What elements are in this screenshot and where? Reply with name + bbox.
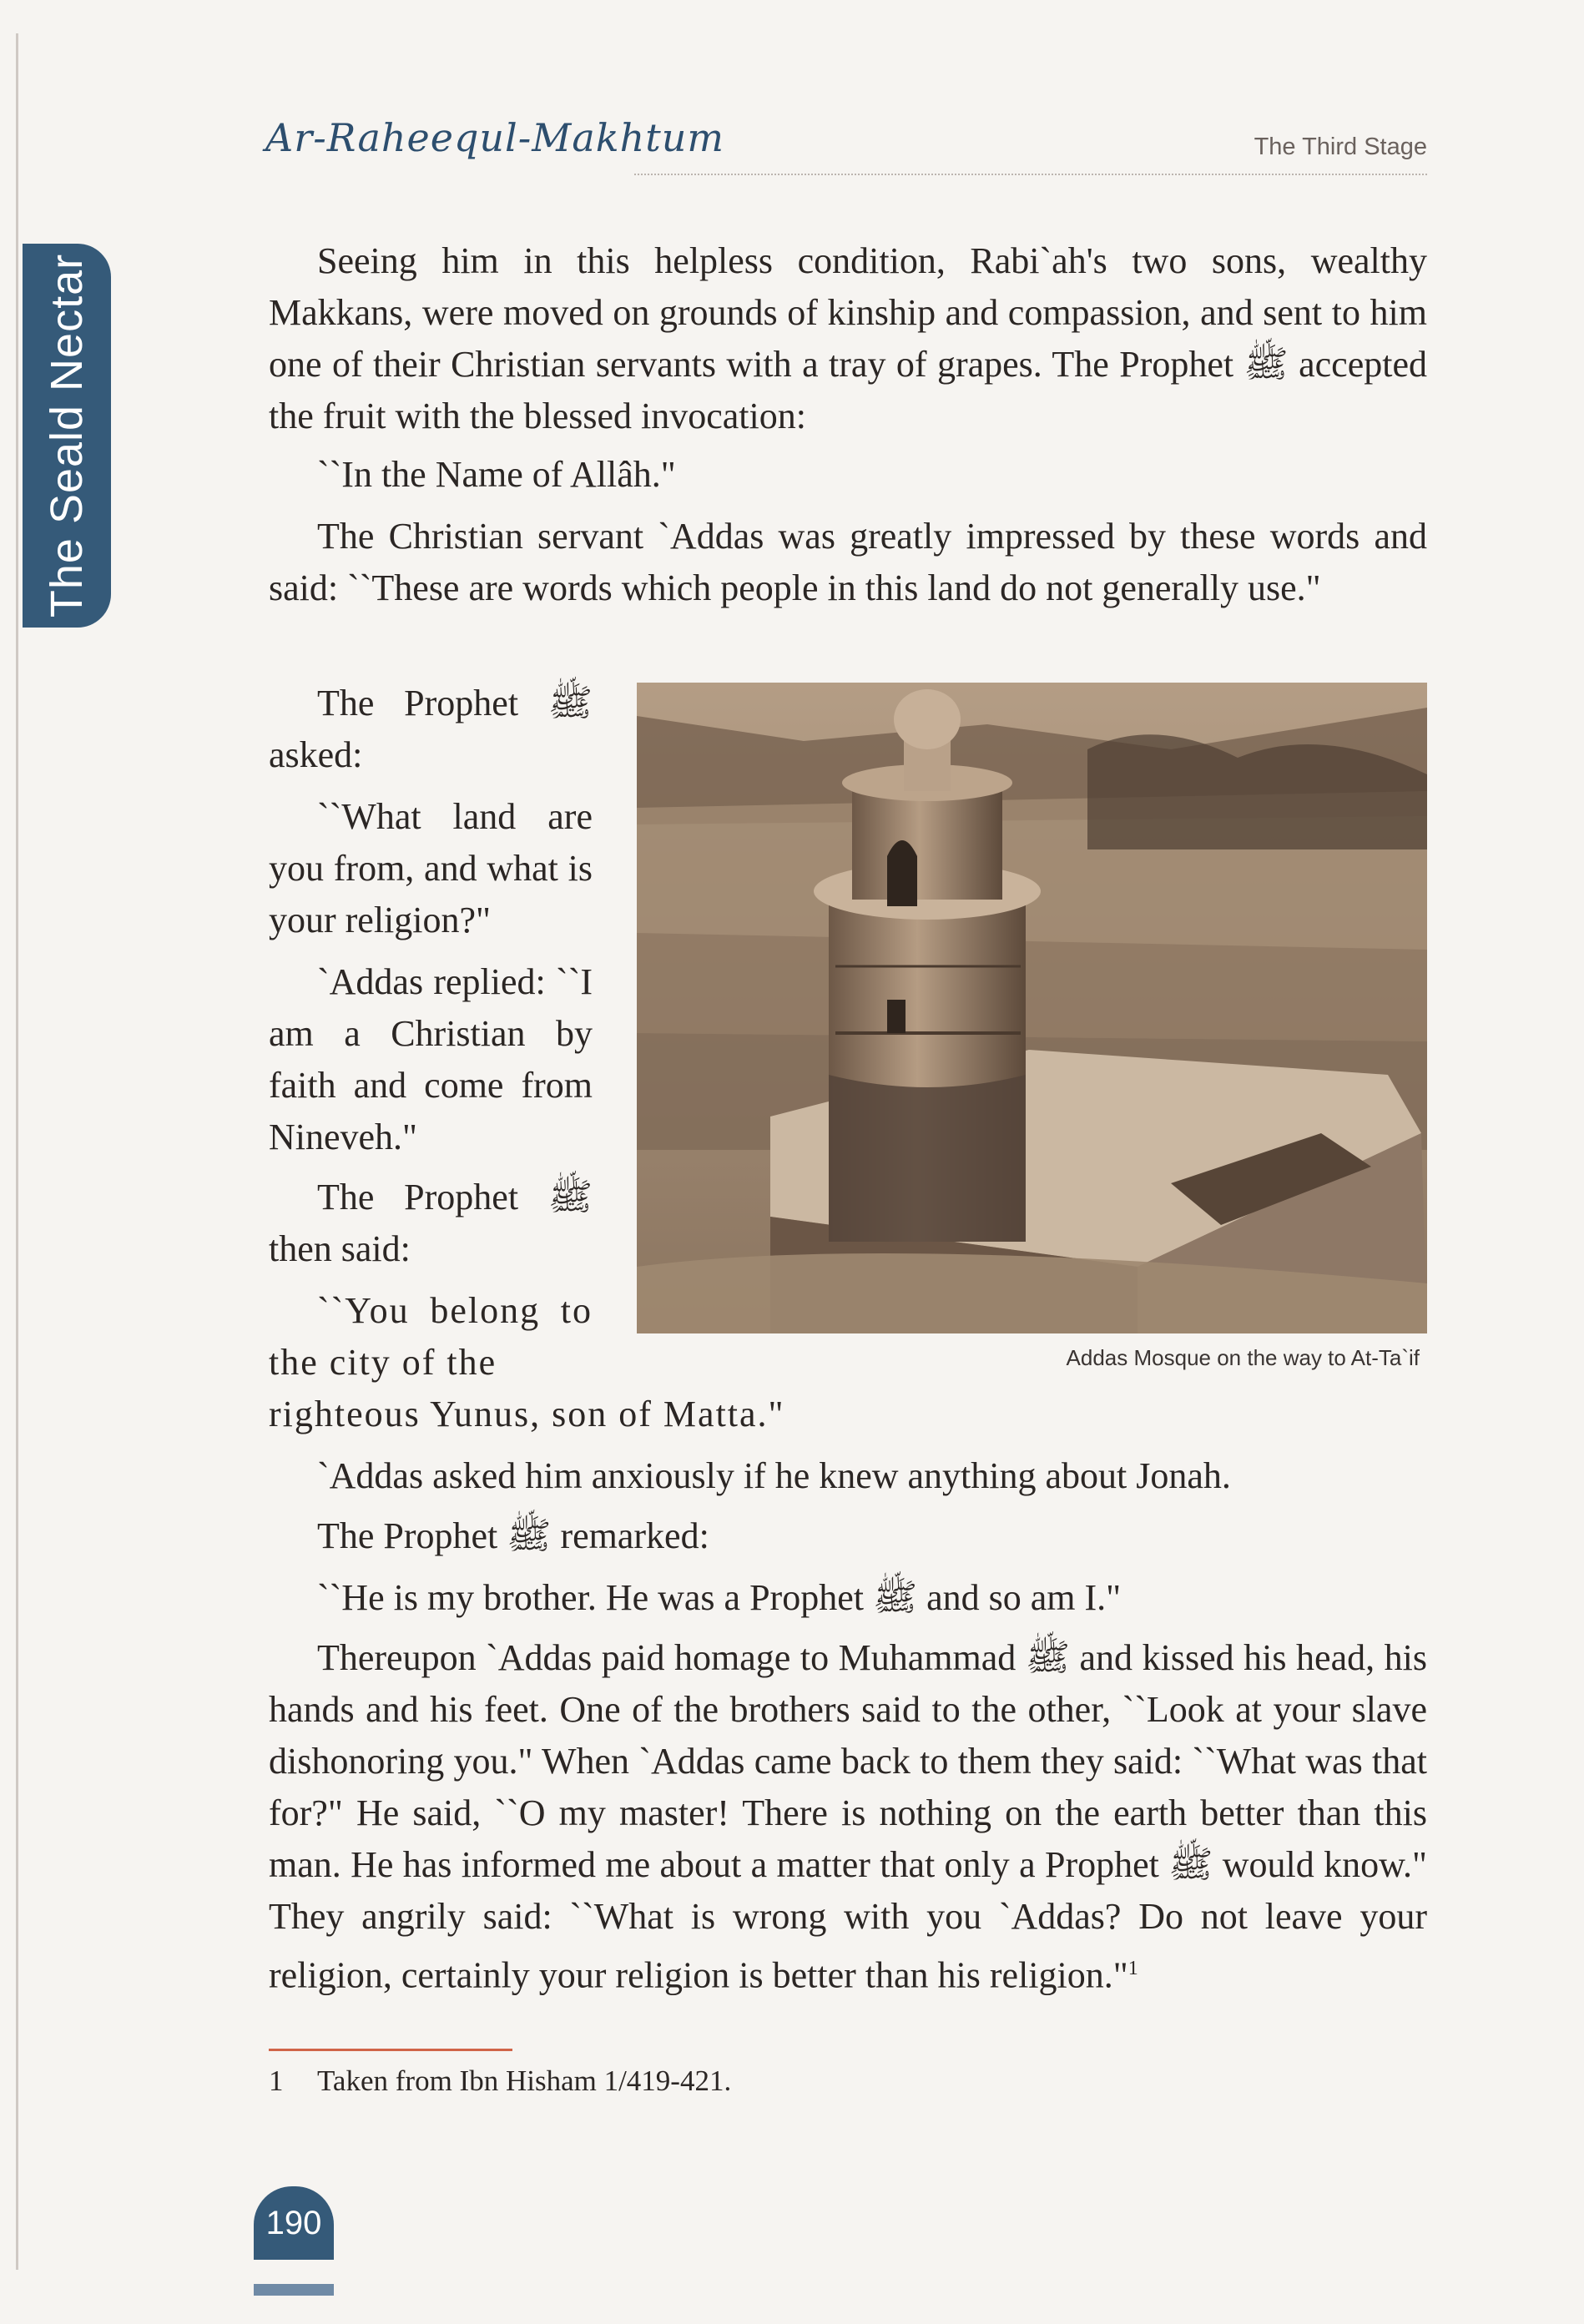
footnote-rule xyxy=(269,2049,512,2051)
paragraph-5: ``What land are you from, and what is your religion?" xyxy=(269,796,593,940)
side-tab xyxy=(23,244,111,628)
paragraph-12-text: Thereupon `Addas paid homage to Muhammad ﷺ and kissed his head, his hands and his feet. One of the brothers said to the other, ``Look at your slave dishonoring you." When `Addas came back to them they said: ``What was that for?" He said, ``O my master! There is nothing on the earth better than this man. He has informed me about a matter that only a Prophet ﷺ would know." They angrily said: ``What is wrong with you `Addas? Do not leave your religion, certainly your religion is better than his religion." xyxy=(269,1637,1427,1996)
page-edge-line xyxy=(16,33,18,2270)
paragraph-8a: ``You belong to the city of the xyxy=(269,1290,593,1383)
paragraph-4: The Prophet ﷺ asked: xyxy=(269,683,593,775)
paragraph-2: ``In the Name of Allâh." xyxy=(317,454,676,495)
footnote-text: Taken from Ibn Hisham 1/419-421. xyxy=(317,2064,732,2097)
footnote xyxy=(269,2064,731,2098)
paragraph-11: ``He is my brother. He was a Prophet ﷺ and so am I." xyxy=(317,1577,1122,1618)
page-number: 190 xyxy=(254,2186,334,2260)
paragraph-1: Seeing him in this helpless condition, Rabi`ah's two sons, wealthy Makkans, were moved on grounds of kinship and compassion, and sent to him one of their Christian servants with a tray of grapes. The Prophet ﷺ accepted the fruit with the blessed invocation: xyxy=(269,240,1427,436)
photo-caption: Addas Mosque on the way to At-Ta`if xyxy=(1066,1345,1420,1370)
side-tab-title: The Seald Nectar xyxy=(42,253,92,618)
header-rule xyxy=(634,174,1427,175)
mosque-photo xyxy=(637,683,1427,1333)
header-section: The Third Stage xyxy=(1254,134,1427,160)
footnote-number: 1 xyxy=(269,2064,284,2097)
header-brand: Ar-Raheequl-Makhtum xyxy=(265,115,725,160)
paragraph-3: The Christian servant `Addas was greatly impressed by these words and said: ``These are words which people in this land do not generally use." xyxy=(269,516,1427,608)
paragraph-12 xyxy=(269,1632,1427,2002)
footnote-ref[interactable]: 1 xyxy=(1127,1958,1138,1979)
paragraph-9: `Addas asked him anxiously if he knew anything about Jonah. xyxy=(317,1455,1231,1496)
paragraph-10: The Prophet ﷺ remarked: xyxy=(317,1515,709,1556)
paragraph-8b: righteous Yunus, son of Matta." xyxy=(269,1394,785,1434)
paragraph-7: The Prophet ﷺ then said: xyxy=(269,1177,593,1269)
paragraph-6: `Addas replied: ``I am a Christian by faith and come from Nineveh." xyxy=(269,961,593,1157)
page-number-bar xyxy=(254,2284,334,2296)
